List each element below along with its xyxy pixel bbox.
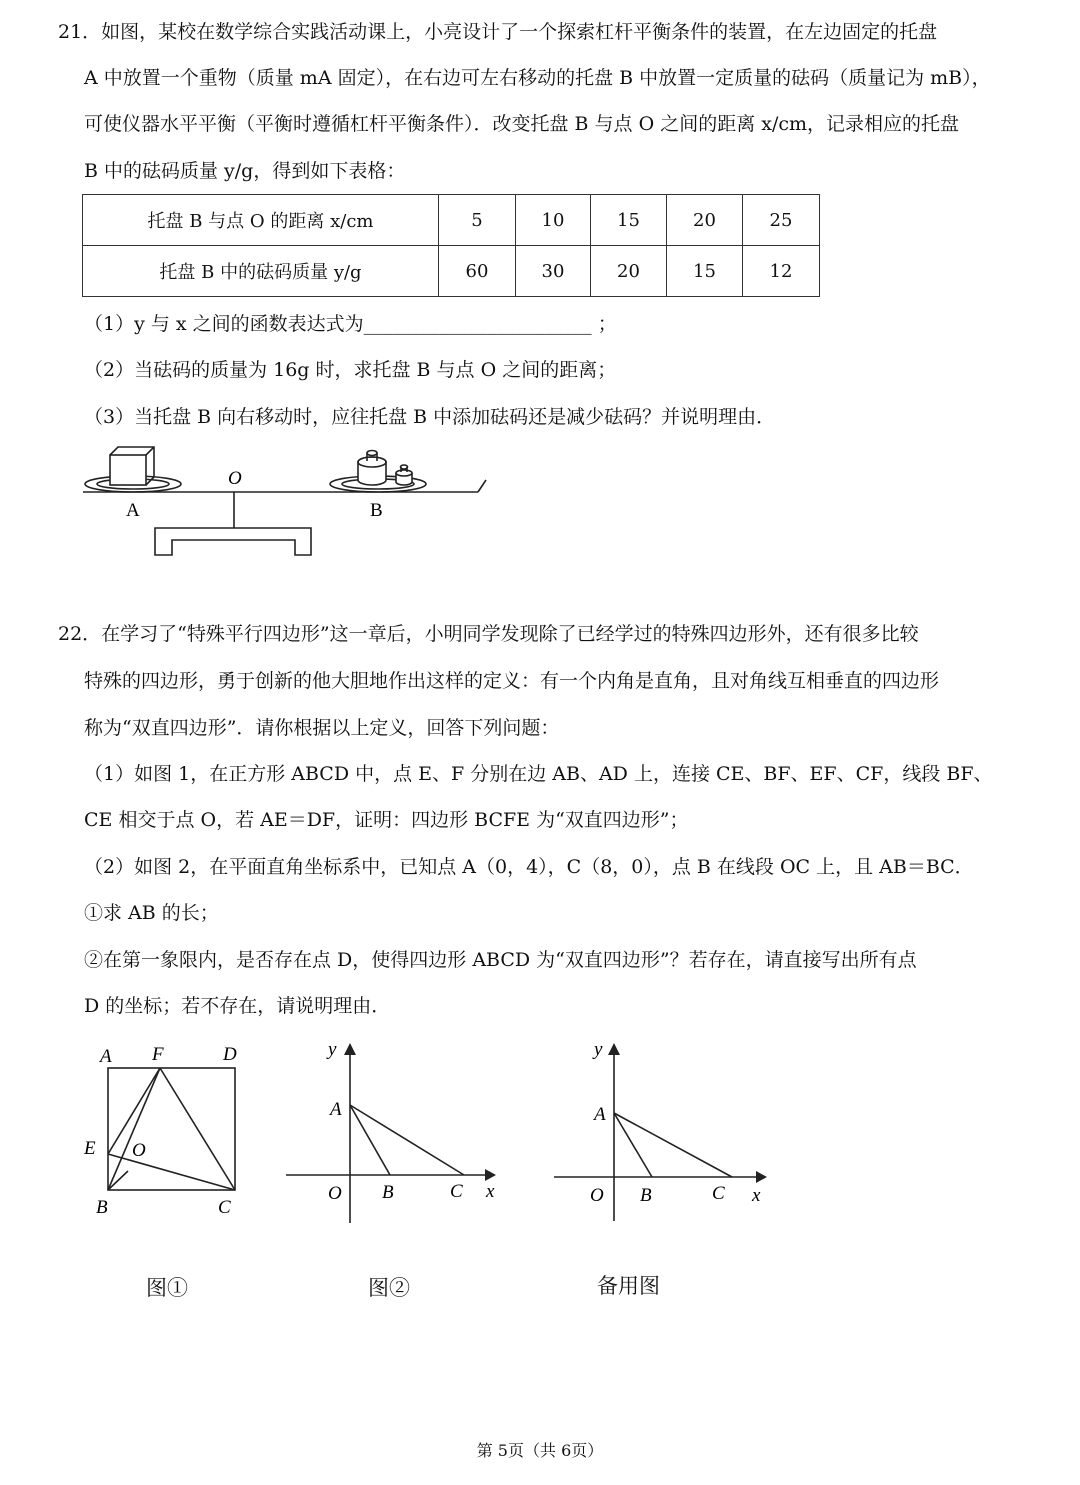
label-b: B bbox=[96, 1197, 108, 1218]
q21-line-3: 可使仪器水平平衡（平衡时遵循杠杆平衡条件）．改变托盘 B 与点 O 之间的距离 x/cm，记录相应的托盘 bbox=[84, 113, 960, 135]
label-a: A bbox=[126, 500, 140, 521]
q22-line-2: 特殊的四边形，勇于创新的他大胆地作出这样的定义：有一个内角是直角，且对角线互相垂直的四边形 bbox=[84, 670, 940, 692]
table-cell: 15 bbox=[667, 246, 743, 297]
figure-1-caption: 图① bbox=[146, 1276, 188, 1300]
table-cell: 20 bbox=[667, 195, 743, 246]
figure-2-coordinate bbox=[280, 1035, 510, 1230]
table-header-distance: 托盘 B 与点 O 的距离 x/cm bbox=[83, 195, 439, 246]
lever-base bbox=[155, 528, 311, 555]
label-a: A bbox=[594, 1104, 606, 1125]
segment-ac bbox=[614, 1113, 732, 1177]
label-o: O bbox=[228, 468, 242, 489]
q21-line-1: 21．如图，某校在数学综合实践活动课上，小亮设计了一个探索杠杆平衡条件的装置，在左边固定的托盘 bbox=[58, 21, 938, 43]
q21-sub-2: （2）当砝码的质量为 16g 时，求托盘 B 与点 O 之间的距离； bbox=[84, 359, 617, 381]
label-c: C bbox=[450, 1181, 463, 1202]
label-c: C bbox=[218, 1197, 231, 1218]
label-a: A bbox=[100, 1046, 112, 1067]
table-cell: 15 bbox=[591, 195, 667, 246]
q22-part-2-line-1: ②在第一象限内，是否存在点 D，使得四边形 ABCD 为“双直四边形”？若存在，请直接写出所有点 bbox=[84, 949, 917, 971]
table-header-mass: 托盘 B 中的砝码质量 y/g bbox=[83, 246, 439, 297]
table-cell: 12 bbox=[743, 246, 820, 297]
q22-part-2-line-2: D 的坐标；若不存在，请说明理由． bbox=[84, 995, 391, 1017]
label-b: B bbox=[370, 500, 383, 521]
segment-ac bbox=[350, 1105, 464, 1175]
label-b: B bbox=[640, 1185, 652, 1206]
segment-ab bbox=[350, 1105, 390, 1175]
figure-3-spare-coordinate bbox=[548, 1035, 778, 1230]
q22-sub-1-line-2: CE 相交于点 O，若 AE＝DF，证明：四边形 BCFE 为“双直四边形”； bbox=[84, 809, 689, 831]
label-f: F bbox=[152, 1044, 164, 1065]
label-d: D bbox=[223, 1044, 237, 1065]
table-cell: 30 bbox=[516, 246, 591, 297]
label-o: O bbox=[590, 1185, 604, 1206]
q21-sub-1: （1）y 与 x 之间的函数表达式为________________________ ； bbox=[84, 313, 617, 335]
label-y: y bbox=[594, 1039, 603, 1060]
q22-line-1: 22．在学习了“特殊平行四边形”这一章后，小明同学发现除了已经学过的特殊四边形外，还有很多比较 bbox=[58, 623, 919, 645]
table-cell: 10 bbox=[516, 195, 591, 246]
figure-1-square bbox=[80, 1040, 260, 1225]
table-cell: 5 bbox=[439, 195, 516, 246]
q22-sub-1-line-1: （1）如图 1，在正方形 ABCD 中，点 E、F 分别在边 AB、AD 上，连接 CE、BF、EF、CF，线段 BF、 bbox=[84, 763, 993, 785]
q22-line-3: 称为“双直四边形”．请你根据以上定义，回答下列问题： bbox=[84, 717, 560, 739]
q22-part-1: ①求 AB 的长； bbox=[84, 902, 219, 924]
label-c: C bbox=[712, 1183, 725, 1204]
label-y: y bbox=[328, 1039, 337, 1060]
table-cell: 60 bbox=[439, 246, 516, 297]
table-row-distance bbox=[83, 195, 820, 246]
label-x: x bbox=[486, 1181, 495, 1202]
page-footer: 第 5页（共 6页） bbox=[476, 1441, 604, 1460]
label-x: x bbox=[752, 1185, 761, 1206]
q22-sub-2-line-1: （2）如图 2，在平面直角坐标系中，已知点 A（0，4），C（8，0），点 B 在线段 OC 上，且 AB＝BC． bbox=[84, 856, 974, 878]
table-cell: 25 bbox=[743, 195, 820, 246]
q21-sub-3: （3）当托盘 B 向右移动时，应往托盘 B 中添加砝码还是减少砝码？并说明理由． bbox=[84, 406, 776, 428]
label-a: A bbox=[330, 1099, 342, 1120]
figure-2-caption: 图② bbox=[368, 1276, 410, 1300]
lever-balance-figure bbox=[78, 440, 498, 565]
table-cell: 20 bbox=[591, 246, 667, 297]
q21-line-4: B 中的砝码质量 y/g，得到如下表格： bbox=[84, 160, 406, 182]
weight-cube bbox=[110, 455, 146, 485]
q21-data-table bbox=[82, 194, 820, 297]
label-o: O bbox=[328, 1183, 342, 1204]
figure-3-caption: 备用图 bbox=[597, 1274, 660, 1298]
label-o: O bbox=[132, 1140, 146, 1161]
label-b: B bbox=[382, 1182, 394, 1203]
table-row-mass bbox=[83, 246, 820, 297]
label-e: E bbox=[84, 1138, 96, 1159]
q21-line-2: A 中放置一个重物（质量 mA 固定），在右边可左右移动的托盘 B 中放置一定质量的砝码（质量记为 mB）， bbox=[84, 67, 991, 89]
